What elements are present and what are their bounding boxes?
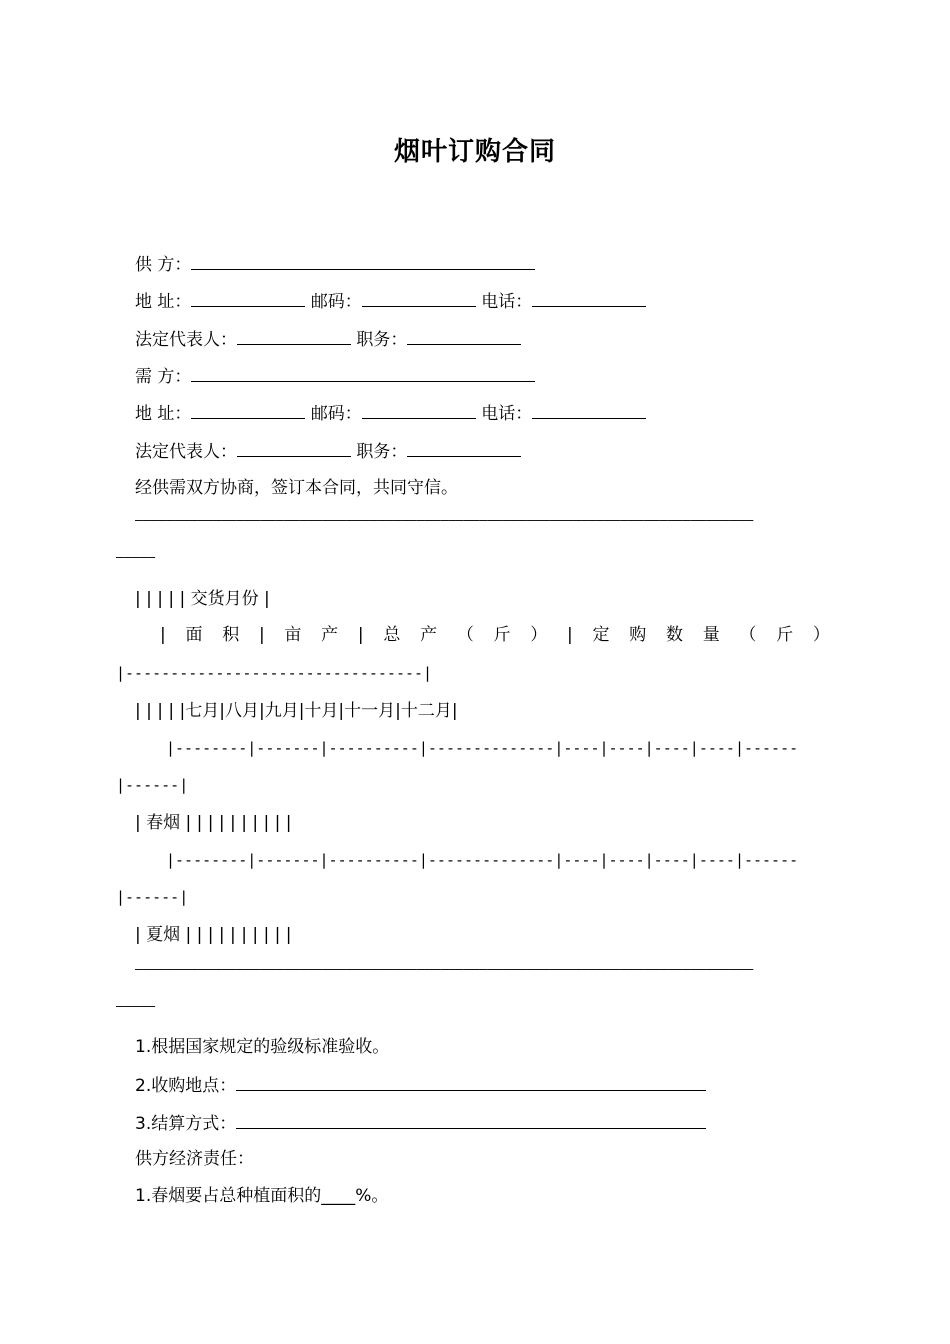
table-row-sep-tail: |------| [116, 888, 189, 906]
buyer-line [135, 363, 535, 387]
supplier-rep-line [135, 326, 521, 350]
table-cell: 斤 [493, 625, 511, 645]
purchase-location-label: 2.收购地点： [135, 1076, 237, 1096]
table-cell: 总 [383, 625, 401, 645]
table-cell: 积 [222, 625, 240, 645]
supplier-label: 供 方： [135, 255, 192, 275]
zip-label: 邮码： [310, 292, 362, 312]
phone-blank[interactable] [532, 400, 646, 419]
page-title: 烟叶订购合同 [393, 137, 556, 167]
table-row-header2 [160, 623, 830, 647]
table-cell: 产 [321, 625, 339, 645]
clause-1: 1.根据国家规定的验级标准验收。 [135, 1037, 390, 1057]
divider-rule-tail: ————— [116, 550, 156, 565]
address-label: 地 址： [135, 292, 192, 312]
table-cell: 产 [420, 625, 438, 645]
duty-label: 职务： [356, 330, 408, 350]
divider-rule: ——————————————————————————————————————————————————————————————————————————————— [135, 962, 754, 977]
duty-clause-text: 1.春烟要占总种植面积的 [135, 1186, 322, 1206]
purchase-location-blank[interactable] [236, 1072, 706, 1091]
table-cell: 量 [702, 625, 720, 645]
zip-blank[interactable] [362, 400, 476, 419]
buyer-label: 需 方： [135, 367, 192, 387]
clause-3 [135, 1110, 706, 1134]
table-cell: | [357, 625, 364, 645]
rep-blank[interactable] [237, 326, 351, 345]
duty-label: 职务： [356, 442, 408, 462]
zip-blank[interactable] [362, 288, 476, 307]
address-blank[interactable] [191, 400, 305, 419]
table-cell: 面 [185, 625, 203, 645]
phone-label: 电话： [481, 404, 533, 424]
address-label: 地 址： [135, 404, 192, 424]
table-cell: ） [530, 625, 548, 645]
supplier-address-line [135, 288, 646, 312]
rep-label: 法定代表人： [135, 442, 237, 462]
table-cell: 数 [665, 625, 683, 645]
table-cell: 定 [592, 625, 610, 645]
buyer-rep-line [135, 438, 521, 462]
table-row-sep-tail: |------| [116, 776, 189, 794]
table-row-sep-header: |---------------------------------| [116, 664, 433, 682]
table-row-sep: |--------|-------|----------|--------------|----|----|----|----|------ [166, 739, 799, 757]
phone-label: 电话： [481, 292, 533, 312]
duty-blank[interactable] [407, 438, 521, 457]
settlement-label: 3.结算方式： [135, 1114, 237, 1134]
divider-rule-tail: ————— [116, 999, 156, 1014]
phone-blank[interactable] [532, 288, 646, 307]
zip-label: 邮码： [310, 404, 362, 424]
table-row-months: | | | | |七月|八月|九月|十月|十一月|十二月| [135, 701, 458, 721]
table-row-spring: | 春烟 | | | | | | | | | | [135, 813, 292, 833]
table-cell: （ [456, 625, 474, 645]
table-row-summer: | 夏烟 | | | | | | | | | | [135, 925, 292, 945]
supplier-blank[interactable] [191, 251, 535, 270]
table-cell: | [567, 625, 573, 645]
table-cell: （ [739, 625, 757, 645]
table-cell: 亩 [284, 625, 302, 645]
table-row-header1: | | | | | 交货月份 | [135, 589, 270, 609]
intro-text: 经供需双方协商，签订本合同，共同守信。 [135, 478, 458, 498]
duty-clause-suffix: %。 [355, 1186, 389, 1206]
supplier-line [135, 251, 535, 275]
address-blank[interactable] [191, 288, 305, 307]
table-cell: 斤 [776, 625, 794, 645]
table-cell: | [258, 625, 265, 645]
buyer-blank[interactable] [191, 363, 535, 382]
percent-blank[interactable]: ____ [321, 1186, 356, 1206]
table-row-sep: |--------|-------|----------|--------------|----|----|----|----|------ [166, 851, 799, 869]
table-cell: | [160, 625, 166, 645]
divider-rule: ——————————————————————————————————————————————————————————————————————————————— [135, 513, 754, 528]
duty-blank[interactable] [407, 326, 521, 345]
table-cell: ） [812, 625, 830, 645]
table-cell: 购 [629, 625, 647, 645]
clause-2 [135, 1072, 706, 1096]
duty-clause-1 [135, 1184, 388, 1208]
buyer-address-line [135, 400, 646, 424]
rep-blank[interactable] [237, 438, 351, 457]
rep-label: 法定代表人： [135, 330, 237, 350]
settlement-blank[interactable] [236, 1110, 706, 1129]
section-heading: 供方经济责任： [135, 1149, 254, 1169]
